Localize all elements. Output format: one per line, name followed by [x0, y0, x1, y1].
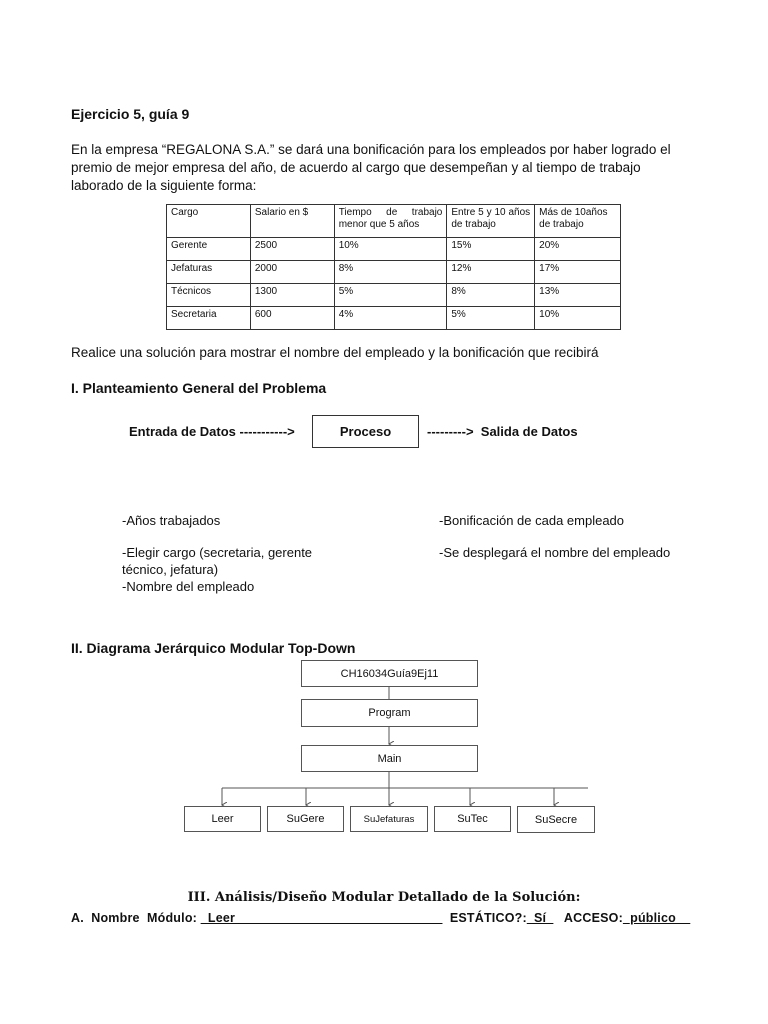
table-cell: Secretaria	[167, 307, 251, 330]
table-cell: 10%	[535, 307, 621, 330]
table-cell: Gerente	[167, 238, 251, 261]
table-cell: 10%	[334, 238, 447, 261]
list-item: -Elegir cargo (secretaria, gerente	[122, 545, 313, 560]
module-box-sujefaturas	[350, 806, 428, 832]
table-cell: 1300	[250, 284, 334, 307]
list-item: técnico, jefatura)	[122, 562, 219, 577]
task-text: Realice una solución para mostrar el nombre del empleado y la bonificación que recibirá	[71, 345, 599, 360]
table-cell: 20%	[535, 238, 621, 261]
table-header-cell: Tiempo de trabajo menor que 5 años	[334, 205, 447, 238]
access-label: ACCESO:	[563, 911, 623, 925]
module-box-susecre	[517, 806, 595, 833]
list-item: -Se desplegará el nombre del empleado	[439, 545, 671, 560]
table-cell: 17%	[535, 261, 621, 284]
list-item: -Años trabajados	[122, 513, 221, 528]
table-cell: 5%	[334, 284, 447, 307]
program-module-label: Program	[368, 707, 411, 719]
table-cell: 2500	[250, 238, 334, 261]
table-cell: 15%	[447, 238, 535, 261]
root-module-label: CH16034Guía9Ej11	[340, 667, 439, 680]
module-label: SuTec	[457, 813, 488, 825]
table-cell: 600	[250, 307, 334, 330]
list-item: -Nombre del empleado	[122, 579, 255, 594]
access-value: _público__	[622, 911, 691, 925]
table-header-cell: Entre 5 y 10 años de trabajo	[447, 205, 535, 238]
table-cell: 5%	[447, 307, 535, 330]
list-item: -Bonificación de cada empleado	[439, 513, 625, 528]
input-label: Entrada de Datos ----------->	[129, 424, 295, 439]
section-2-title: II. Diagrama Jerárquico Modular Top-Down	[71, 640, 356, 656]
intro-line: premio de mejor empresa del año, de acuerdo al cargo que desempeñan y al tiempo de trabajo	[71, 160, 641, 175]
module-box-sutec	[434, 806, 511, 832]
module-box-leer	[184, 806, 261, 832]
process-label: Proceso	[339, 424, 392, 439]
intro-line: En la empresa “REGALONA S.A.” se dará una bonificación para los empleados por haber logrado el	[71, 142, 671, 157]
table-cell: Técnicos	[167, 284, 251, 307]
section-1-title: I. Planteamiento General del Problema	[71, 380, 327, 396]
module-label: SuGere	[286, 813, 325, 825]
table-header-cell: Más de 10años de trabajo	[535, 205, 621, 238]
section-3-title: III. Análisis/Diseño Modular Detallado de la Solución:	[187, 890, 581, 905]
module-info-line	[71, 911, 690, 925]
static-label: ESTÁTICO?:	[449, 911, 527, 925]
table-cell: 2000	[250, 261, 334, 284]
table-cell: 13%	[535, 284, 621, 307]
main-module-box	[301, 745, 478, 772]
program-module-box	[301, 699, 478, 727]
module-box-sugere	[267, 806, 344, 832]
table-cell: 8%	[447, 284, 535, 307]
table-cell: 4%	[334, 307, 447, 330]
table-header-cell: Cargo	[167, 205, 251, 238]
static-value: _Sí_	[526, 911, 554, 925]
module-name-value: _Leer_____________________________	[200, 911, 443, 925]
table-header-cell: Salario en $	[250, 205, 334, 238]
module-name-prefix: A. Nombre Módulo:	[71, 911, 198, 925]
module-label: Leer	[211, 813, 234, 825]
root-module-box	[301, 660, 478, 687]
table-cell: Jefaturas	[167, 261, 251, 284]
table-cell: 8%	[334, 261, 447, 284]
main-module-label: Main	[377, 752, 402, 765]
module-label: SuSecre	[534, 813, 578, 826]
table-cell: 12%	[447, 261, 535, 284]
module-label: SuJefaturas	[363, 813, 415, 825]
output-label: ---------> Salida de Datos	[427, 424, 578, 439]
exercise-title: Ejercicio 5, guía 9	[71, 106, 190, 122]
intro-line: laborado de la siguiente forma:	[71, 178, 257, 193]
